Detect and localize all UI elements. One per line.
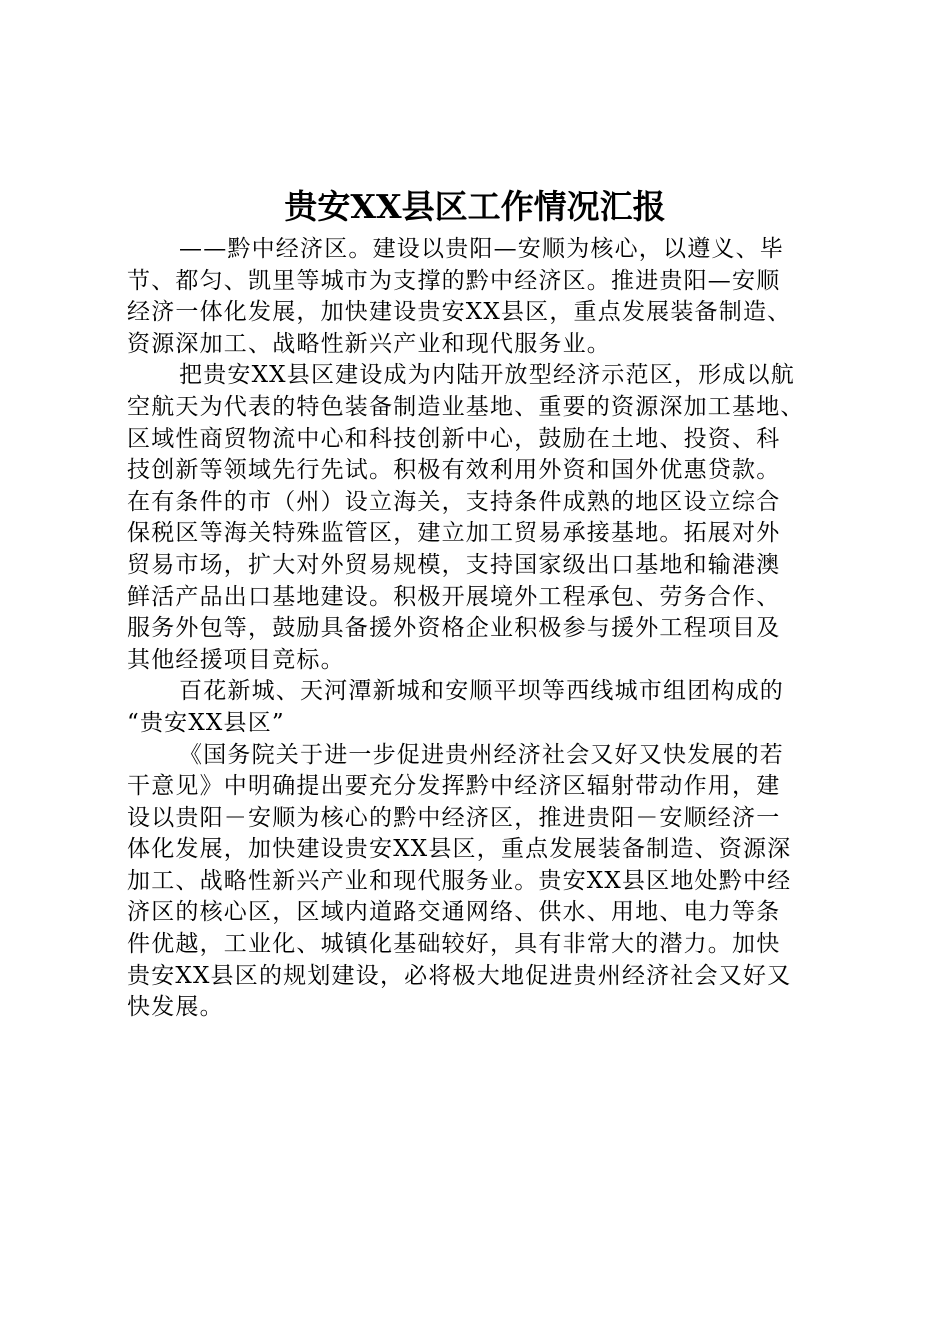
paragraph-line: 其他经援项目竞标。	[127, 646, 345, 673]
paragraph-1	[127, 234, 832, 360]
paragraph-line: 经济一体化发展，加快建设贵安XX县区，重点发展装备制造、	[127, 299, 792, 326]
paragraph-line: 加工、战略性新兴产业和现代服务业。贵安XX县区地处黔中经	[127, 867, 792, 894]
paragraph-line: 技创新等领域先行先试。积极有效利用外资和国外优惠贷款。	[127, 457, 781, 484]
paragraph-line: 空航天为代表的特色装备制造业基地、重要的资源深加工基地、	[127, 393, 805, 420]
paragraph-line: ——黔中经济区。建设以贵阳—安顺为核心，以遵义、毕	[179, 236, 784, 262]
paragraph-line: 贸易市场，扩大对外贸易规模，支持国家级出口基地和输港澳	[127, 551, 781, 578]
paragraph-2	[127, 360, 832, 676]
paragraph-line: 干意见》中明确提出要充分发挥黔中经济区辐射带动作用，建	[127, 773, 781, 800]
paragraph-line: 百花新城、天河潭新城和安顺平坝等西线城市组团构成的	[179, 678, 784, 705]
paragraph-line: 保税区等海关特殊监管区，建立加工贸易承接基地。拓展对外	[127, 520, 781, 547]
paragraph-3	[127, 676, 832, 739]
paragraph-line: 资源深加工、战略性新兴产业和现代服务业。	[127, 330, 611, 357]
paragraph-line: “贵安XX县区”	[127, 709, 285, 736]
paragraph-line: 节、都匀、凯里等城市为支撑的黔中经济区。推进贵阳—安顺	[127, 267, 781, 294]
paragraph-line: 体化发展，加快建设贵安XX县区，重点发展装备制造、资源深	[127, 836, 792, 863]
paragraph-line: 快发展。	[127, 994, 224, 1021]
paragraph-line: 区域性商贸物流中心和科技创新中心，鼓励在土地、投资、科	[127, 425, 781, 452]
paragraph-line: 设以贵阳－安顺为核心的黔中经济区，推进贵阳－安顺经济一	[127, 804, 781, 831]
paragraph-line: 济区的核心区，区域内道路交通网络、供水、用地、电力等条	[127, 899, 781, 926]
paragraph-line: 把贵安XX县区建设成为内陆开放型经济示范区，形成以航	[179, 362, 795, 389]
paragraph-line: 鲜活产品出口基地建设。积极开展境外工程承包、劳务合作、	[127, 583, 781, 610]
paragraph-line: 《国务院关于进一步促进贵州经济社会又好又快发展的若	[179, 741, 784, 768]
document-body	[127, 234, 832, 1024]
paragraph-line: 在有条件的市（州）设立海关，支持条件成熟的地区设立综合	[127, 488, 781, 515]
paragraph-line: 件优越，工业化、城镇化基础较好，具有非常大的潜力。加快	[127, 931, 781, 958]
document-title: 贵安XX县区工作情况汇报	[284, 187, 666, 226]
paragraph-4	[127, 740, 832, 1024]
paragraph-line: 服务外包等，鼓励具备援外资格企业积极参与援外工程项目及	[127, 615, 781, 642]
paragraph-line: 贵安XX县区的规划建设，必将极大地促进贵州经济社会又好又	[127, 962, 792, 989]
